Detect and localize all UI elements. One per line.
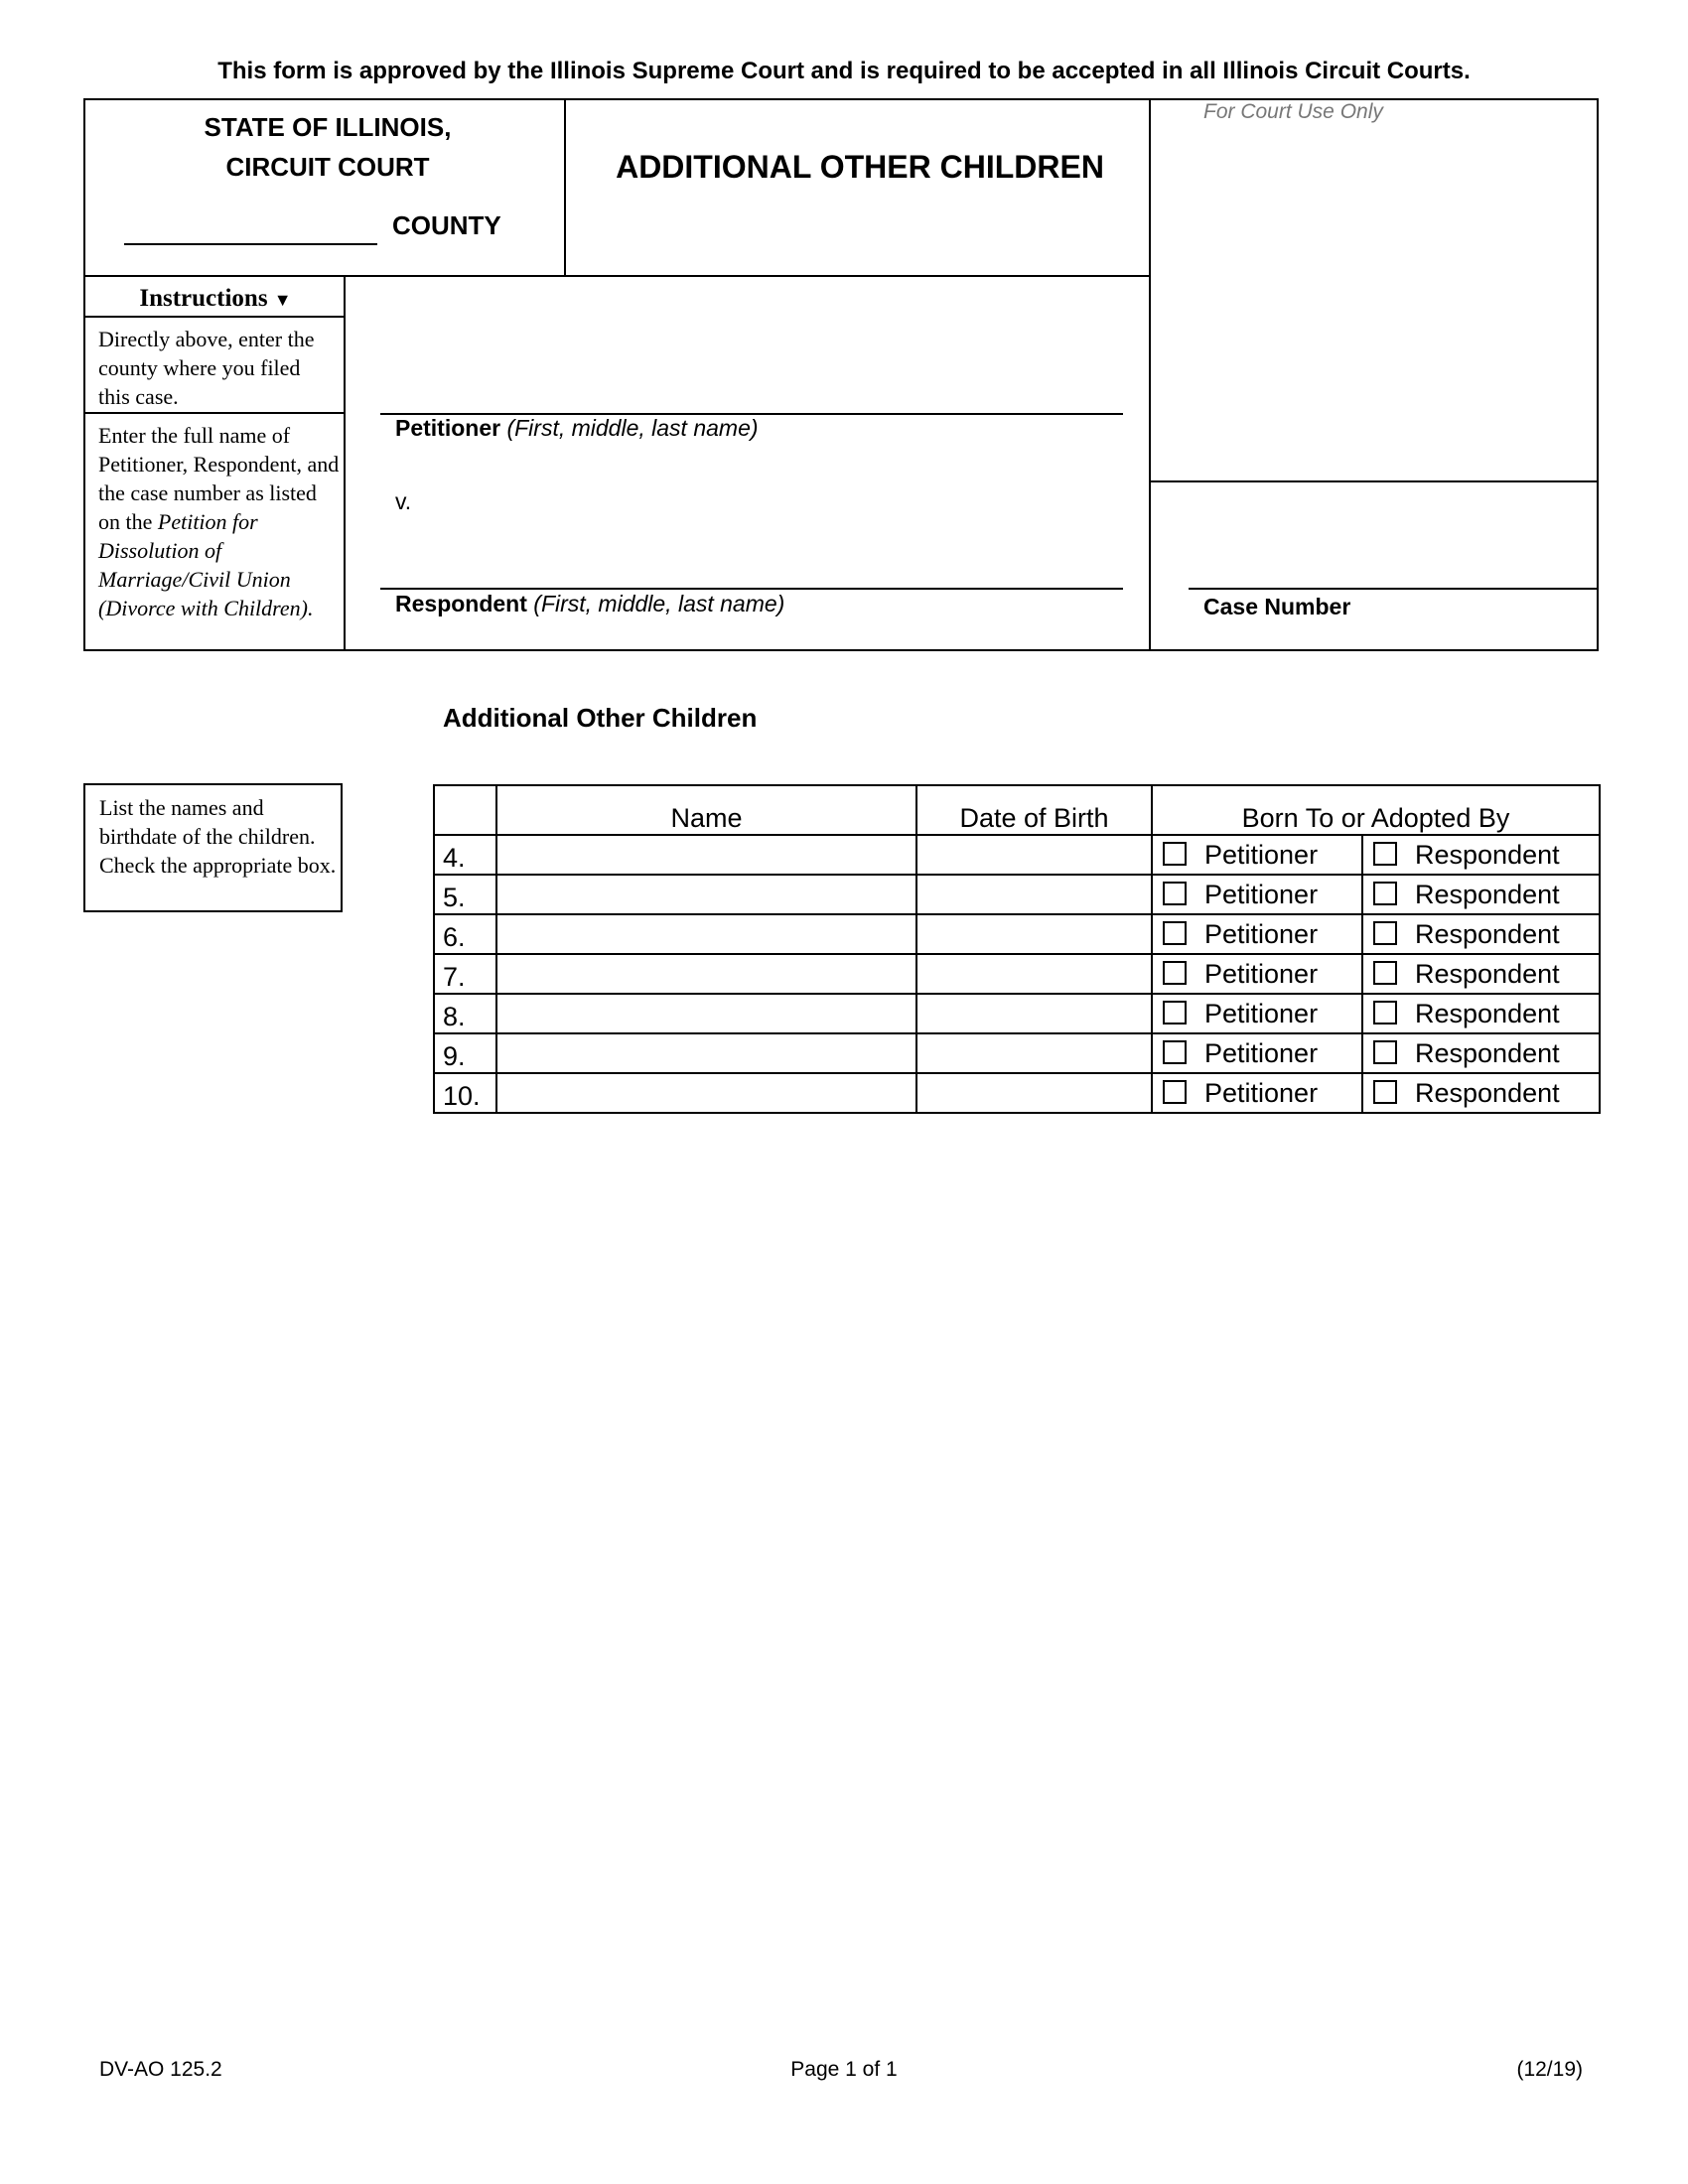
child-name-cell[interactable] xyxy=(496,875,916,914)
instruction-petition-title: Petition for Dissolution of Marriage/Civil Union (Divorce with Children) xyxy=(98,509,308,620)
petitioner-option-label: Petitioner xyxy=(1204,998,1319,1028)
petitioner-checkbox[interactable] xyxy=(1163,1001,1187,1024)
respondent-option-label: Respondent xyxy=(1415,1077,1560,1108)
column-header-dob: Date of Birth xyxy=(916,785,1152,835)
respondent-option-label: Respondent xyxy=(1415,918,1560,949)
respondent-checkbox[interactable] xyxy=(1373,1040,1397,1064)
caret-down-icon: ▼ xyxy=(273,290,292,310)
form-title: ADDITIONAL OTHER CHILDREN xyxy=(616,149,1104,185)
instructions-mid-rule xyxy=(83,412,346,414)
table-instructions: List the names and birthdate of the children. Check the appropriate box. xyxy=(83,783,343,912)
child-name-cell[interactable] xyxy=(496,1033,916,1073)
instructions-head-rule xyxy=(83,316,346,318)
county-input[interactable] xyxy=(124,243,377,245)
petitioner-checkbox[interactable] xyxy=(1163,921,1187,945)
table-row xyxy=(434,914,1600,954)
petitioner-option-label: Petitioner xyxy=(1204,839,1319,870)
approval-notice: This form is approved by the Illinois Supreme Court and is required to be accepted in all Illinois Circuit Courts. xyxy=(217,58,1471,84)
court-use-label: For Court Use Only xyxy=(1203,100,1383,123)
versus-label: v. xyxy=(395,488,412,514)
column-header-name: Name xyxy=(496,785,916,835)
children-table xyxy=(433,784,1601,1114)
respondent-checkbox[interactable] xyxy=(1373,1001,1397,1024)
case-number-input[interactable] xyxy=(1189,588,1599,590)
respondent-option xyxy=(1362,914,1600,954)
row-number: 10. xyxy=(434,1073,496,1113)
child-dob-cell[interactable] xyxy=(916,875,1152,914)
instructions-heading xyxy=(85,285,346,313)
form-code: DV-AO 125.2 xyxy=(99,2058,222,2081)
table-row xyxy=(434,1073,1600,1113)
respondent-option xyxy=(1362,835,1600,875)
respondent-checkbox[interactable] xyxy=(1373,961,1397,985)
respondent-checkbox[interactable] xyxy=(1373,1080,1397,1104)
court-name xyxy=(139,107,516,187)
row-number: 7. xyxy=(434,954,496,994)
petitioner-option-label: Petitioner xyxy=(1204,1037,1319,1068)
respondent-option xyxy=(1362,875,1600,914)
court-use-divider xyxy=(1149,98,1151,651)
respondent-option-label: Respondent xyxy=(1415,879,1560,909)
respondent-option xyxy=(1362,1073,1600,1113)
child-dob-cell[interactable] xyxy=(916,994,1152,1033)
table-row xyxy=(434,954,1600,994)
respondent-option-label: Respondent xyxy=(1415,958,1560,989)
petitioner-hint: (First, middle, last name) xyxy=(506,415,759,441)
child-name-cell[interactable] xyxy=(496,1073,916,1113)
table-row xyxy=(434,875,1600,914)
respondent-checkbox[interactable] xyxy=(1373,882,1397,905)
respondent-input[interactable] xyxy=(380,588,1123,590)
petitioner-option xyxy=(1152,1033,1362,1073)
instruction-names xyxy=(98,421,342,622)
court-use-bottom-rule xyxy=(1149,480,1599,482)
page-number: Page 1 of 1 xyxy=(790,2058,898,2081)
petitioner-checkbox[interactable] xyxy=(1163,1080,1187,1104)
instructions-label: Instructions xyxy=(139,285,268,312)
section-title: Additional Other Children xyxy=(443,703,758,733)
petitioner-checkbox[interactable] xyxy=(1163,961,1187,985)
petitioner-option xyxy=(1152,914,1362,954)
header-bottom-rule xyxy=(83,275,1151,277)
petitioner-checkbox[interactable] xyxy=(1163,1040,1187,1064)
respondent-checkbox[interactable] xyxy=(1373,921,1397,945)
child-name-cell[interactable] xyxy=(496,835,916,875)
respondent-option-label: Respondent xyxy=(1415,998,1560,1028)
petitioner-option-label: Petitioner xyxy=(1204,958,1319,989)
child-name-cell[interactable] xyxy=(496,994,916,1033)
row-number: 8. xyxy=(434,994,496,1033)
petitioner-option xyxy=(1152,954,1362,994)
table-row xyxy=(434,835,1600,875)
petitioner-label xyxy=(395,415,759,442)
petitioner-option-label: Petitioner xyxy=(1204,918,1319,949)
respondent-label-text: Respondent xyxy=(395,591,527,616)
column-header-number xyxy=(434,785,496,835)
circuit-court-line: CIRCUIT COURT xyxy=(225,152,430,182)
respondent-option xyxy=(1362,994,1600,1033)
table-row xyxy=(434,1033,1600,1073)
column-header-born-to: Born To or Adopted By xyxy=(1152,785,1600,835)
child-dob-cell[interactable] xyxy=(916,1033,1152,1073)
respondent-checkbox[interactable] xyxy=(1373,842,1397,866)
county-label: COUNTY xyxy=(392,210,501,240)
petitioner-option xyxy=(1152,835,1362,875)
petitioner-label-text: Petitioner xyxy=(395,415,501,441)
row-number: 5. xyxy=(434,875,496,914)
instruction-county: Directly above, enter the county where you filed this case. xyxy=(98,327,315,409)
table-header-row xyxy=(434,785,1600,835)
petitioner-option-label: Petitioner xyxy=(1204,879,1319,909)
respondent-option-label: Respondent xyxy=(1415,1037,1560,1068)
instructions-divider xyxy=(344,275,346,651)
row-number: 4. xyxy=(434,835,496,875)
respondent-label xyxy=(395,591,784,617)
revision-date: (12/19) xyxy=(1516,2058,1583,2081)
child-dob-cell[interactable] xyxy=(916,835,1152,875)
petitioner-option-label: Petitioner xyxy=(1204,1077,1319,1108)
petitioner-option xyxy=(1152,1073,1362,1113)
instruction-end: . xyxy=(308,596,314,620)
header-divider xyxy=(564,98,566,277)
child-name-cell[interactable] xyxy=(496,954,916,994)
petitioner-option xyxy=(1152,994,1362,1033)
case-number-label: Case Number xyxy=(1203,594,1351,619)
child-dob-cell[interactable] xyxy=(916,914,1152,954)
child-name-cell[interactable] xyxy=(496,914,916,954)
state-line: STATE OF ILLINOIS, xyxy=(204,112,452,142)
instruction-names-text: Enter the full name of Petitioner, Respondent, and the case number as listed on the xyxy=(98,423,340,534)
petitioner-checkbox[interactable] xyxy=(1163,882,1187,905)
row-number: 9. xyxy=(434,1033,496,1073)
petitioner-checkbox[interactable] xyxy=(1163,842,1187,866)
respondent-option-label: Respondent xyxy=(1415,839,1560,870)
respondent-hint: (First, middle, last name) xyxy=(533,591,785,616)
petitioner-option xyxy=(1152,875,1362,914)
row-number: 6. xyxy=(434,914,496,954)
respondent-option xyxy=(1362,954,1600,994)
child-dob-cell[interactable] xyxy=(916,1073,1152,1113)
table-row xyxy=(434,994,1600,1033)
child-dob-cell[interactable] xyxy=(916,954,1152,994)
respondent-option xyxy=(1362,1033,1600,1073)
